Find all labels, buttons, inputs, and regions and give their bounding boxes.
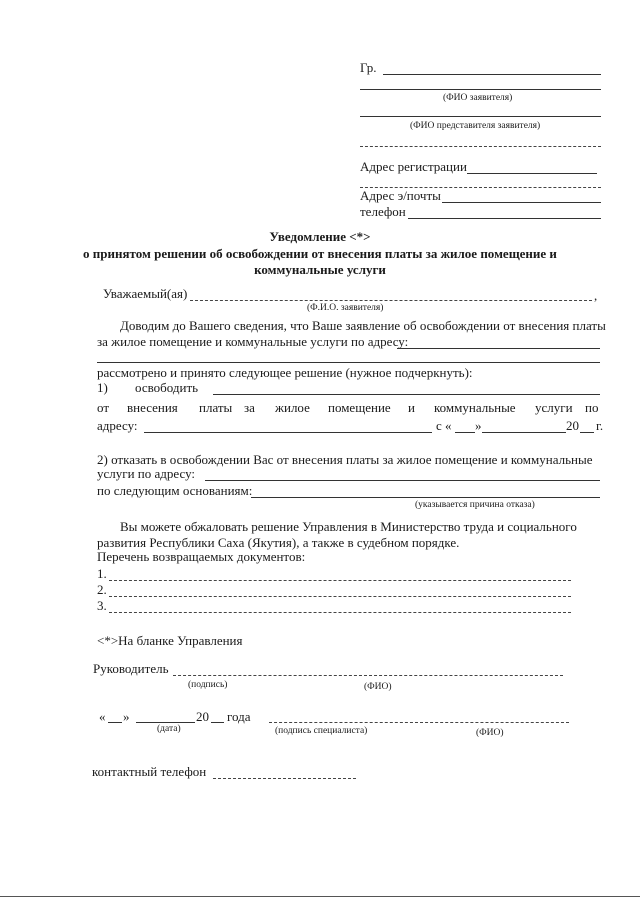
email-line[interactable]	[442, 202, 601, 203]
footnote: <*>На бланке Управления	[97, 633, 243, 648]
representative-name-line-2[interactable]	[360, 146, 601, 147]
paragraph-1-line-1: Доводим до Вашего сведения, что Ваше заявление об освобождении от внесения платы	[120, 318, 606, 333]
contact-phone-line[interactable]	[213, 778, 356, 779]
notice-title: Уведомление <*>	[269, 229, 371, 244]
head-fio-caption: (ФИО)	[364, 682, 392, 692]
notice-title-line2: о принятом решении об освобождении от внесения платы за жилое помещение и	[83, 246, 557, 261]
greeting-comma: ,	[594, 288, 598, 303]
date-year-line[interactable]	[211, 722, 224, 723]
option-1-date-close: »	[475, 418, 482, 433]
document-line-1[interactable]	[109, 580, 571, 581]
option-2-line-1[interactable]: 2) отказать в освобождении Вас от внесения платы за жилое помещение и коммунальные	[97, 452, 593, 467]
date-close-quote: »	[123, 709, 130, 724]
option-1-line[interactable]	[213, 394, 600, 395]
option-1-address-line[interactable]	[144, 432, 432, 433]
option-1-year-suffix: г.	[596, 418, 604, 433]
document-line-2[interactable]	[109, 596, 571, 597]
representative-name-line[interactable]	[360, 116, 601, 117]
option-1-month-line[interactable]	[482, 432, 566, 433]
paragraph-1-line-4: рассмотрено и принято следующее решение (нужное подчеркнуть):	[97, 365, 473, 380]
registration-address-label: Адрес регистрации	[360, 159, 467, 174]
head-label: Руководитель	[93, 661, 169, 676]
specialist-sign-caption: (подпись специалиста)	[275, 726, 368, 736]
option-1-word-8: коммунальные	[434, 400, 516, 415]
reason-caption: (указывается причина отказа)	[415, 500, 535, 510]
option-1-year-prefix: 20	[566, 418, 579, 433]
greeting-label: Уважаемый(ая)	[103, 286, 188, 301]
address-line-1[interactable]	[397, 348, 600, 349]
option-1-address-label: адресу:	[97, 418, 138, 433]
greeting-fio-caption: (Ф.И.О. заявителя)	[307, 303, 384, 313]
appeal-line-2: развития Республики Саха (Якутия), а также в судебном порядке.	[97, 535, 460, 550]
option-1-word-4: за	[244, 400, 255, 415]
phone-label: телефон	[360, 204, 406, 219]
date-open-quote: «	[99, 709, 106, 724]
date-day-line[interactable]	[108, 722, 122, 723]
reason-line[interactable]	[251, 497, 600, 498]
document-item-3: 3.	[97, 598, 107, 613]
document-line-3[interactable]	[109, 612, 571, 613]
option-1-number: 1)	[97, 380, 108, 395]
applicant-name-line[interactable]	[383, 74, 601, 75]
fio-representative-caption: (ФИО представителя заявителя)	[410, 121, 541, 131]
page-bottom-edge	[0, 896, 640, 897]
option-1-word-9: услуги	[535, 400, 573, 415]
contact-phone-label: контактный телефон	[92, 764, 207, 779]
option-2-line-2: услуги по адресу:	[97, 466, 196, 481]
option-1-word-5: жилое	[275, 400, 310, 415]
option-1-date-open: с «	[436, 418, 452, 433]
fio-applicant-caption: (ФИО заявителя)	[443, 93, 513, 103]
paragraph-1-line-2: за жилое помещение и коммунальные услуги по адресу:	[97, 334, 409, 349]
registration-address-line[interactable]	[467, 173, 597, 174]
specialist-signature-line[interactable]	[269, 722, 569, 723]
phone-line[interactable]	[408, 218, 601, 219]
head-signature-line[interactable]	[173, 675, 563, 676]
date-caption: (дата)	[157, 724, 181, 734]
document-item-1: 1.	[97, 566, 107, 581]
date-year-suffix: года	[227, 709, 251, 724]
gr-label: Гр.	[360, 60, 377, 75]
option-1-word-6: помещение	[328, 400, 391, 415]
greeting-name-line[interactable]	[190, 300, 592, 301]
head-sign-caption: (подпись)	[188, 680, 228, 690]
option-1-word-1: от	[97, 400, 110, 415]
date-month-line[interactable]	[136, 722, 195, 723]
document-item-2: 2.	[97, 582, 107, 597]
address-line-2[interactable]	[97, 362, 600, 363]
option-1-word-10: по	[585, 400, 599, 415]
option-1-day-line[interactable]	[455, 432, 475, 433]
option-2-line-3: по следующим основаниям:	[97, 483, 253, 498]
email-label: Адрес э/почты	[360, 188, 441, 203]
option-1-word-7: и	[408, 400, 415, 415]
notice-title-line3: коммунальные услуги	[254, 262, 386, 277]
option-1-year-line[interactable]	[580, 432, 594, 433]
date-year-prefix: 20	[196, 709, 209, 724]
option-1-word-3: платы	[199, 400, 233, 415]
appeal-line-1: Вы можете обжаловать решение Управления в Министерство труда и социального	[120, 519, 577, 534]
option-1-text[interactable]: освободить	[135, 380, 199, 395]
specialist-fio-caption: (ФИО)	[476, 728, 504, 738]
option-2-address-line[interactable]	[205, 480, 600, 481]
option-1-word-2: внесения	[127, 400, 178, 415]
applicant-name-line-2[interactable]	[360, 89, 601, 90]
documents-title: Перечень возвращаемых документов:	[97, 549, 306, 564]
